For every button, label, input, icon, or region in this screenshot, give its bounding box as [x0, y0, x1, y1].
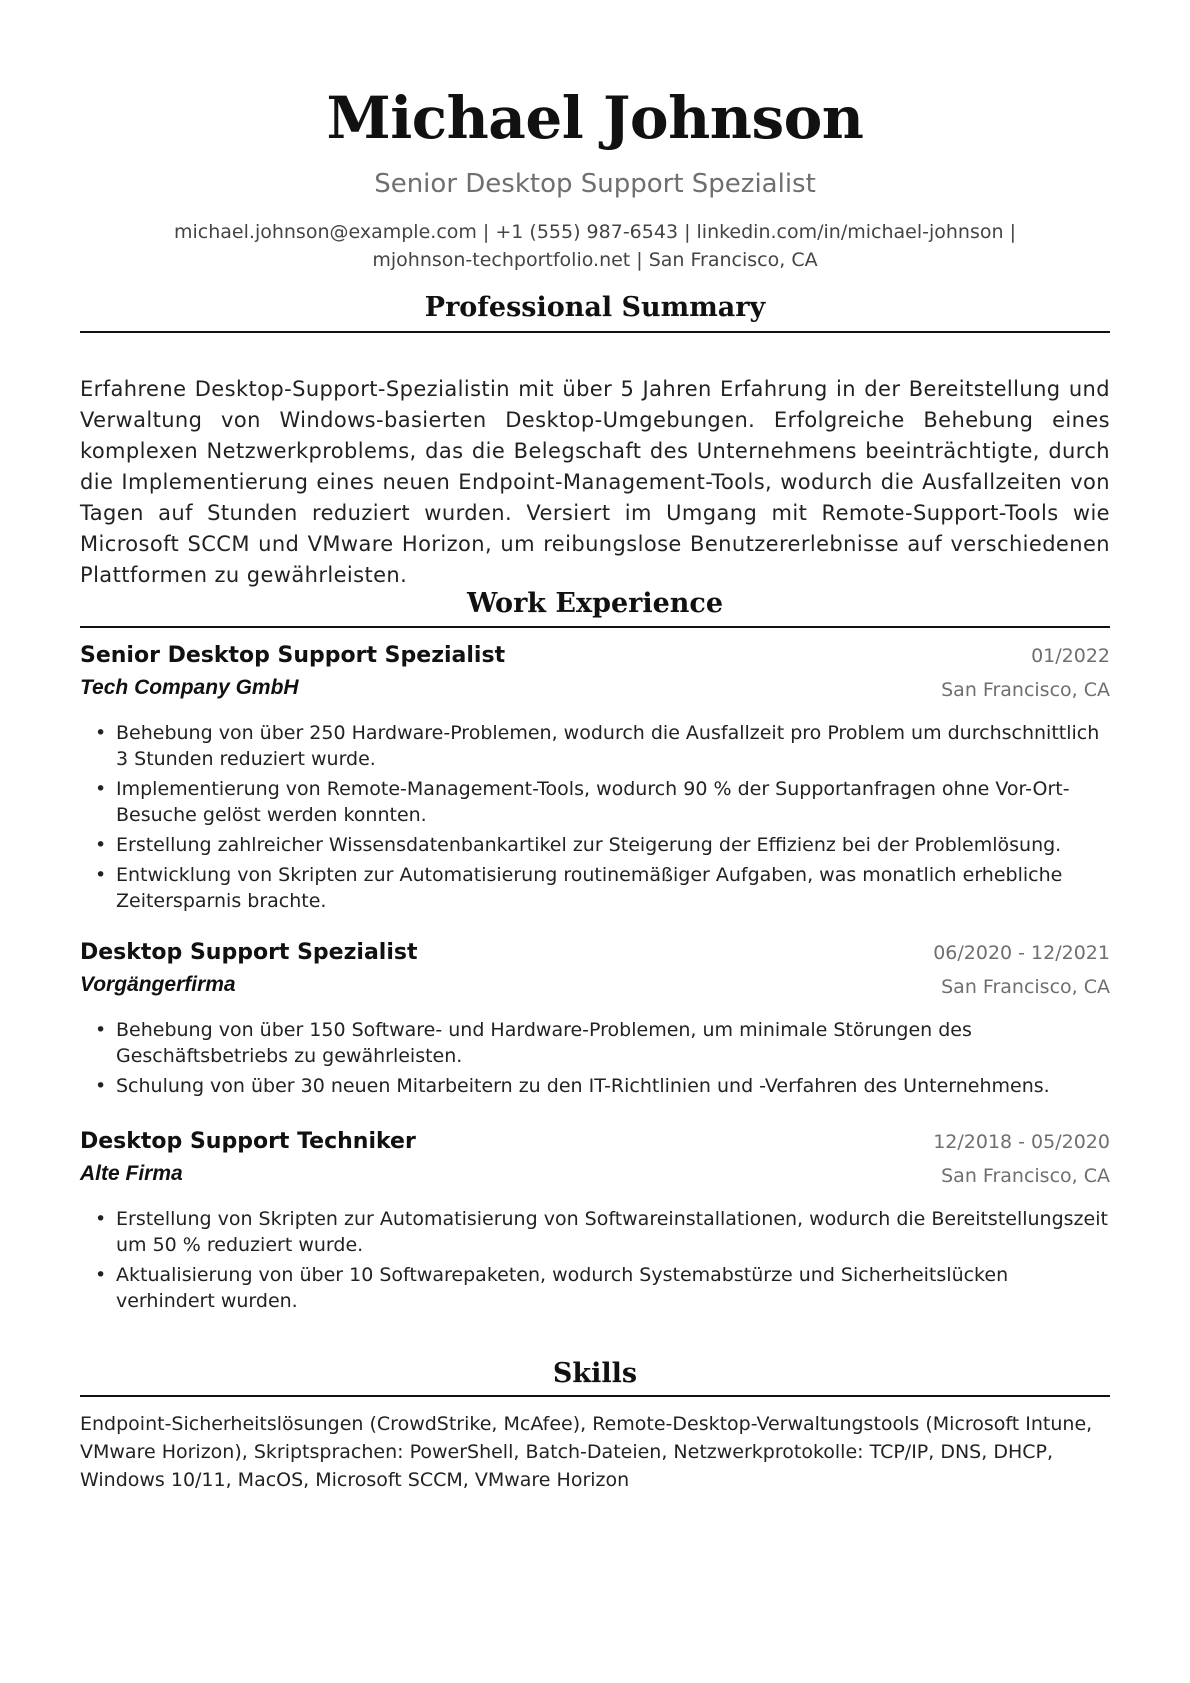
list-item: • Erstellung zahlreicher Wissensdatenbankartikel zur Steigerung der Effizienz bei der Problemlösung. [95, 834, 1062, 856]
job-bullets [80, 1017, 1110, 1103]
skills-heading: Skills [552, 1358, 638, 1389]
summary-text: Erfahrene Desktop-Support-Spezialistin mit über 5 Jahren Erfahrung in der Bereitstellung und Verwaltung von Windows-basierten Desktop-Umgebungen. Erfolgreiche Behebung eines komplexen Netzwerkproblems, das die Belegschaft des Unternehmens beeinträchtigte, durch die Implementierung eines neuen Endpoint-Management-Tools, wodurch die Ausfallzeiten von Tagen auf Stunden reduziert wurden. Versiert im Umgang mit Remote-Support-Tools wie Microsoft SCCM und VMware Horizon, um reibungslose Benutzererlebnisse auf verschiedenen Plattformen zu gewährleisten. [80, 377, 1110, 587]
job-title: Desktop Support Spezialist [80, 940, 418, 965]
job-location: San Francisco, CA [941, 976, 1110, 998]
job-bullets [80, 720, 1110, 918]
skills-divider [80, 1395, 1110, 1397]
job-bullets [80, 1206, 1110, 1318]
experience-divider [80, 626, 1110, 628]
company-name: Vorgängerfirma [80, 973, 236, 996]
job-location: San Francisco, CA [941, 1165, 1110, 1187]
summary-heading: Professional Summary [424, 292, 766, 323]
list-item: • Implementierung von Remote-Management-Tools, wodurch 90 % der Supportanfragen ohne Vor-Ort-Besuche gelöst werden konnten. [95, 778, 1070, 826]
list-item: • Aktualisierung von über 10 Softwarepaketen, wodurch Systemabstürze und Sicherheitslücken verhindert wurden. [95, 1264, 1009, 1312]
list-item: • Entwicklung von Skripten zur Automatisierung routinemäßiger Aufgaben, was monatlich erhebliche Zeitersparnis brachte. [95, 864, 1063, 912]
company-name: Tech Company GmbH [80, 676, 299, 699]
skills-text: Endpoint-Sicherheitslösungen (CrowdStrike, McAfee), Remote-Desktop-Verwaltungstools (Microsoft Intune, VMware Horizon), Skriptsprachen: PowerShell, Batch-Dateien, Netzwerkprotokolle: TCP/IP, DNS, DHCP, Windows 10/11, MacOS, Microsoft SCCM, VMware Horizon [80, 1413, 1093, 1491]
experience-heading: Work Experience [466, 588, 724, 619]
job-title: Senior Desktop Support Spezialist [80, 643, 506, 668]
contact-info [80, 218, 1110, 274]
contact-line-1: michael.johnson@example.com | +1 (555) 987-6543 | linkedin.com/in/michael-johnson | [174, 221, 1016, 243]
list-item: • Behebung von über 250 Hardware-Problemen, wodurch die Ausfallzeit pro Problem um durchschnittlich 3 Stunden reduziert wurde. [95, 722, 1100, 770]
job-date: 01/2022 [1031, 645, 1110, 667]
summary-divider [80, 331, 1110, 333]
list-item: • Erstellung von Skripten zur Automatisierung von Softwareinstallationen, wodurch die Bereitstellungszeit um 50 % reduziert wurde. [95, 1208, 1108, 1256]
candidate-name: Michael Johnson [326, 84, 864, 152]
job-date: 06/2020 - 12/2021 [933, 942, 1110, 964]
job-title: Desktop Support Techniker [80, 1129, 416, 1154]
job-date: 12/2018 - 05/2020 [933, 1131, 1110, 1153]
candidate-title: Senior Desktop Support Spezialist [374, 169, 816, 199]
company-name: Alte Firma [80, 1162, 183, 1185]
job-location: San Francisco, CA [941, 679, 1110, 701]
contact-line-2: mjohnson-techportfolio.net | San Francisco, CA [372, 249, 818, 271]
list-item: • Schulung von über 30 neuen Mitarbeitern zu den IT-Richtlinien und -Verfahren des Unternehmens. [95, 1075, 1050, 1097]
list-item: • Behebung von über 150 Software- und Hardware-Problemen, um minimale Störungen des Geschäftsbetriebs zu gewährleisten. [95, 1019, 972, 1067]
